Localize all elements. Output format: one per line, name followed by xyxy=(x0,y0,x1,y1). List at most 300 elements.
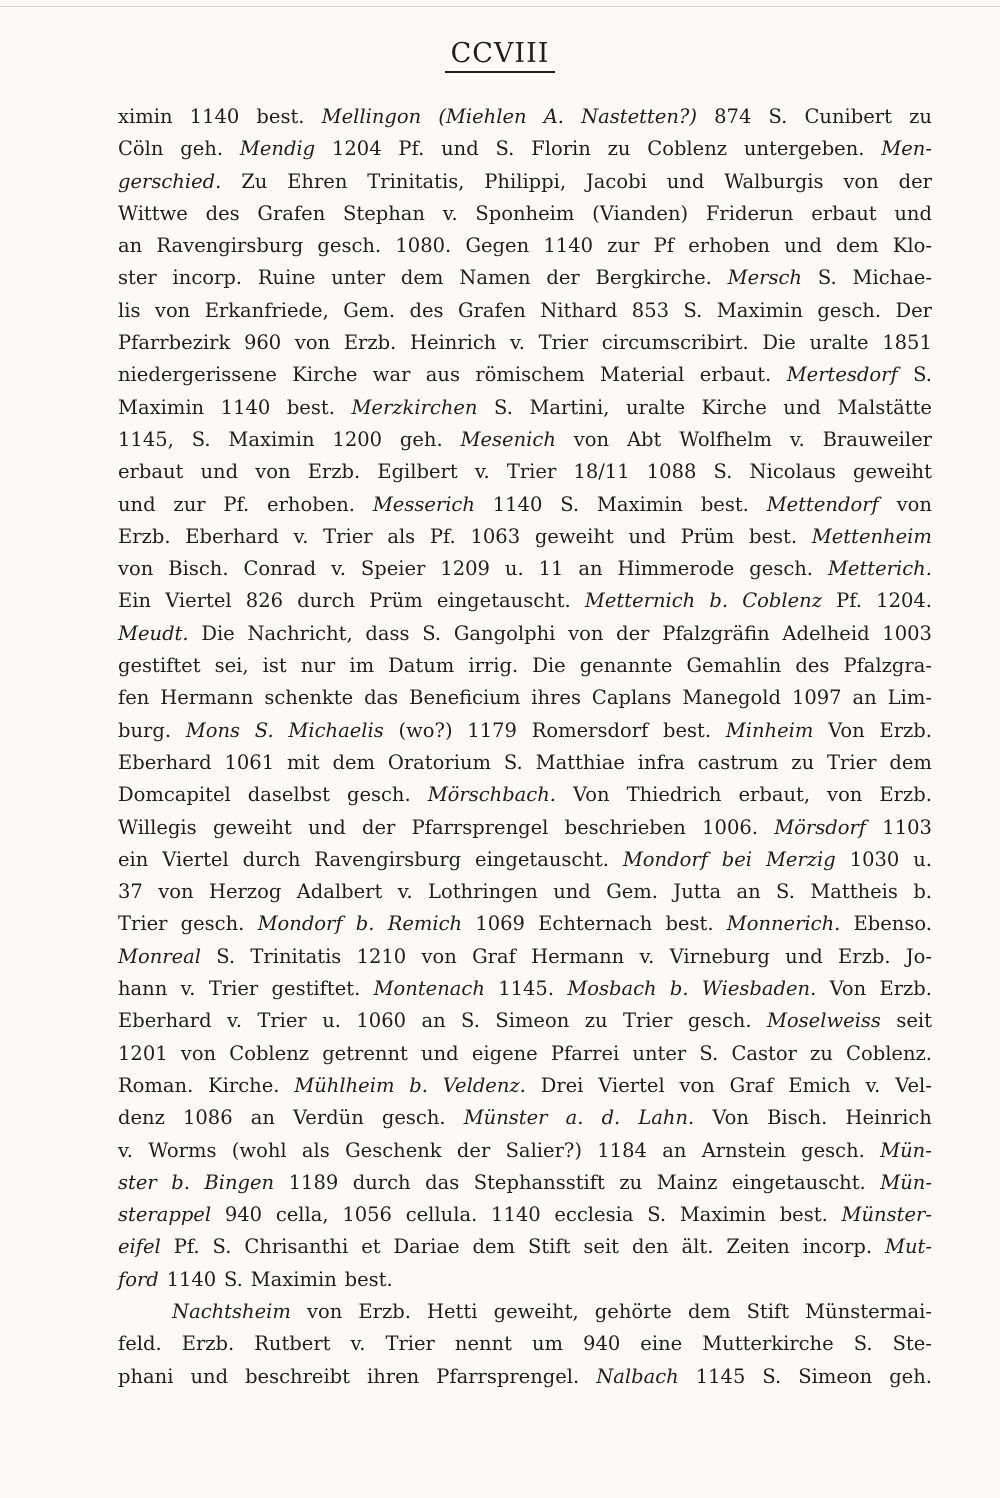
text-line xyxy=(118,1135,932,1167)
text-word: S. xyxy=(768,105,788,128)
text-word: erbaut, xyxy=(738,783,811,807)
place-name-word: Nalbach xyxy=(596,1364,679,1388)
text-word: römischem xyxy=(475,363,585,387)
text-word: 1080. xyxy=(395,234,452,258)
text-word: Himmerode xyxy=(617,557,735,581)
text-word: an xyxy=(736,880,761,904)
text-word: Pfarrbezirk xyxy=(118,331,231,355)
text-word: erhoben. xyxy=(267,492,355,516)
text-word: genannte xyxy=(579,654,673,678)
text-line xyxy=(118,295,932,327)
place-name-word: Monreal xyxy=(118,944,201,968)
place-name-word: Wiesbaden. xyxy=(701,977,817,1001)
text-word: 1145 xyxy=(695,1364,746,1388)
text-word: Hermann xyxy=(160,686,254,710)
text-word: eigene xyxy=(471,1041,538,1065)
text-word: 1030 xyxy=(849,847,900,871)
text-word: ster xyxy=(118,266,157,290)
text-word: nur xyxy=(300,654,336,678)
text-word: mit xyxy=(287,750,320,774)
text-word: 1140 xyxy=(189,105,240,128)
text-word: Namen xyxy=(459,266,531,290)
text-word: Die xyxy=(201,621,235,645)
text-line xyxy=(118,1070,932,1102)
place-name-word: Montenach xyxy=(373,977,485,1001)
text-line xyxy=(118,618,932,650)
text-word: Echternach xyxy=(538,912,653,936)
text-word: Gem. xyxy=(606,880,658,904)
text-word: an xyxy=(250,1106,275,1130)
text-word: Hermann xyxy=(531,944,625,968)
place-name-word: Nachtsheim xyxy=(172,1299,291,1323)
text-word: Simeon xyxy=(495,1009,570,1033)
place-name-word: Meudt. xyxy=(118,621,189,645)
text-line xyxy=(118,908,932,940)
place-name-word: Coblenz xyxy=(742,589,822,613)
text-word: best. xyxy=(662,718,712,742)
text-word: durch xyxy=(242,847,301,871)
text-word: lis xyxy=(118,298,141,322)
text-word: Martini, xyxy=(529,395,610,419)
text-word: v. xyxy=(331,557,346,581)
text-word: zur xyxy=(173,492,206,516)
text-word: Simeon xyxy=(798,1364,873,1388)
text-word: uralte xyxy=(809,331,869,355)
text-word: v. xyxy=(442,201,458,225)
text-word: S. xyxy=(216,944,236,968)
text-word: als xyxy=(301,1138,330,1162)
text-word: und xyxy=(628,524,667,548)
text-line xyxy=(118,1296,932,1328)
text-word: Von xyxy=(829,977,867,1001)
text-word: Jo- xyxy=(905,944,932,968)
text-word: das xyxy=(425,1170,460,1194)
text-word: zu xyxy=(584,1009,608,1033)
place-name-word: b. xyxy=(171,1170,190,1194)
place-name-word: gerschied. xyxy=(118,169,222,193)
place-name-word: Mons xyxy=(185,718,241,742)
text-word: ist xyxy=(262,654,287,678)
text-word: Heinrich xyxy=(409,331,497,355)
place-name-word: Mondorf xyxy=(622,847,708,871)
text-word: zu xyxy=(619,1170,643,1194)
text-word: S. xyxy=(224,1267,243,1291)
text-word: schenkte xyxy=(264,686,354,710)
text-word: Pfarrsprengel xyxy=(411,815,549,839)
place-name-word: Mosbach xyxy=(567,977,657,1001)
text-word: gestiftet xyxy=(118,654,201,678)
text-word: S. xyxy=(461,1009,480,1033)
text-word: und xyxy=(421,1041,459,1065)
place-name-word: Nastetten?) xyxy=(581,105,697,128)
text-word: 1063 xyxy=(470,524,521,548)
text-word: circumscribirt. xyxy=(601,331,749,355)
text-word: und xyxy=(894,201,932,225)
text-word: der xyxy=(546,266,580,290)
text-word: Gem. xyxy=(343,298,396,322)
text-word: best. xyxy=(344,1267,393,1291)
text-word: seit xyxy=(896,1009,932,1033)
text-word: geh. xyxy=(399,427,443,451)
place-name-word: A. xyxy=(543,105,564,128)
text-word: 1097 xyxy=(791,686,842,710)
text-line xyxy=(118,456,932,488)
text-word: Ravengirsburg xyxy=(156,234,304,258)
text-word: an xyxy=(662,1138,687,1162)
text-word: und xyxy=(441,137,479,161)
text-word: dass xyxy=(365,621,410,645)
text-word: Viertel xyxy=(162,847,229,871)
text-line xyxy=(118,327,932,359)
text-word: Nithard xyxy=(540,298,618,322)
text-word: (wohl xyxy=(231,1138,287,1162)
text-word: Adelheid xyxy=(782,621,870,645)
text-word: daselbst xyxy=(247,783,330,807)
place-name-word: Mörschbach. xyxy=(427,783,556,807)
text-word: von xyxy=(421,944,457,968)
text-line xyxy=(118,359,932,391)
text-word: best. xyxy=(779,1203,828,1227)
text-word: seit xyxy=(583,1235,620,1259)
place-name-word: Mün- xyxy=(880,1138,932,1162)
text-word: an xyxy=(118,234,143,258)
text-word: von xyxy=(827,783,863,807)
text-word: Münstermai- xyxy=(805,1299,932,1323)
text-word: geweiht xyxy=(534,524,614,548)
text-word: Pfarrei xyxy=(550,1041,620,1065)
text-line xyxy=(118,424,932,456)
text-word: von xyxy=(255,460,291,484)
text-word: Trier xyxy=(385,1332,435,1356)
place-name-word: Minheim xyxy=(725,718,814,742)
text-word: Bisch. xyxy=(767,1106,828,1130)
text-word: best. xyxy=(665,912,714,936)
text-word: Malstätte xyxy=(837,395,932,419)
text-word: incorp. xyxy=(172,266,243,290)
text-word: der xyxy=(456,1138,491,1162)
text-line xyxy=(118,1231,932,1263)
text-word: Gemahlin xyxy=(686,654,782,678)
place-name-word: Michaelis xyxy=(288,718,384,742)
text-word: geweiht, xyxy=(493,1299,579,1323)
text-word: Nachricht, xyxy=(247,621,353,645)
text-word: eingetauscht. xyxy=(731,1170,866,1194)
text-word: Prüm xyxy=(680,524,735,548)
page-header xyxy=(0,38,1000,73)
place-name-word: Moselweiss xyxy=(766,1009,881,1033)
text-word: eingetauscht. xyxy=(475,847,609,871)
text-word: Pf xyxy=(653,234,674,258)
text-word: S. xyxy=(560,492,580,516)
text-word: Zeiten xyxy=(726,1235,790,1259)
place-name-word: Men- xyxy=(881,137,932,161)
text-word: durch xyxy=(297,589,356,613)
text-word: 1103 xyxy=(882,815,932,839)
text-word: v. xyxy=(293,524,309,548)
text-word: 37 xyxy=(118,880,143,904)
text-word: ein xyxy=(118,847,149,871)
text-word: ximin xyxy=(118,105,173,128)
text-word: 960 xyxy=(243,331,282,355)
text-word: getrennt xyxy=(322,1041,408,1065)
text-line xyxy=(118,682,932,714)
place-name-word: Mondorf xyxy=(257,912,343,936)
text-word: von xyxy=(118,557,154,581)
text-word: dem xyxy=(836,234,879,258)
text-word: 1140 xyxy=(543,234,594,258)
text-word: S. xyxy=(683,298,703,322)
text-word: zu xyxy=(791,750,815,774)
text-word: der xyxy=(898,169,932,193)
text-line xyxy=(118,1328,932,1360)
text-word: Bergkirche. xyxy=(595,266,712,290)
place-name-word: Mühlheim xyxy=(294,1073,395,1097)
text-word: das xyxy=(364,686,399,710)
text-word: Coblenz xyxy=(229,1041,310,1065)
text-word: S. xyxy=(776,880,795,904)
text-word: 1204 xyxy=(331,137,382,161)
text-word: Stift xyxy=(746,1299,790,1323)
text-word: S. xyxy=(212,1235,232,1259)
text-word: Walburgis xyxy=(724,169,824,193)
text-word: Caplans xyxy=(591,686,672,710)
text-word: S. xyxy=(853,1332,873,1356)
text-line xyxy=(118,133,932,165)
text-word: Maximin xyxy=(716,298,803,322)
text-word: Die xyxy=(762,331,796,355)
text-line xyxy=(118,973,932,1005)
text-word: Erzb. xyxy=(181,1332,235,1356)
text-word: dem xyxy=(889,750,932,774)
text-word: et xyxy=(361,1235,381,1259)
text-word: geweiht xyxy=(853,460,932,484)
text-word: cella, xyxy=(275,1203,329,1227)
text-word: und xyxy=(118,492,156,516)
text-word: Erzb. xyxy=(343,331,397,355)
text-word: beschreibt xyxy=(245,1364,351,1388)
text-word: Beneficium xyxy=(409,686,521,710)
place-name-word: sterappel xyxy=(118,1203,212,1227)
text-word: (wo?) xyxy=(398,718,453,742)
text-word: Thiedrich xyxy=(626,783,722,807)
text-line xyxy=(118,553,932,585)
text-word: Die xyxy=(532,654,566,678)
text-word: Grafen xyxy=(257,201,326,225)
text-word: Worms xyxy=(148,1138,217,1162)
text-word: erbaut. xyxy=(699,363,772,387)
text-line xyxy=(118,1199,932,1231)
text-word: Graf xyxy=(472,944,516,968)
text-word: eine xyxy=(640,1332,683,1356)
text-word: Nicolaus xyxy=(749,460,836,484)
text-word: 1209 xyxy=(440,557,490,581)
text-word: 1086 xyxy=(182,1106,233,1130)
text-word: von xyxy=(896,492,932,516)
page-top-edge xyxy=(0,6,1000,7)
text-word: 1145, xyxy=(118,427,174,451)
text-word: Maximin xyxy=(679,1203,766,1227)
text-word: Stift xyxy=(527,1235,571,1259)
text-word: gestiftet. xyxy=(271,977,361,1001)
text-word: Lothringen xyxy=(428,880,538,904)
text-word: von xyxy=(573,427,610,451)
text-word: 940 xyxy=(224,1203,263,1227)
text-word: nennt xyxy=(454,1332,512,1356)
text-word: Stephansstift xyxy=(473,1170,605,1194)
page-number: CCVIII xyxy=(445,38,556,73)
text-word: 1061 xyxy=(224,750,275,774)
text-word: Manegold xyxy=(682,686,781,710)
text-word: Maximin xyxy=(596,492,683,516)
text-word: feld. xyxy=(118,1332,162,1356)
text-word: Coblenz. xyxy=(846,1041,932,1065)
text-word: von xyxy=(306,1299,343,1323)
text-word: an xyxy=(852,686,877,710)
text-word: 1145. xyxy=(498,977,555,1001)
text-line xyxy=(118,166,932,198)
text-word: von xyxy=(843,169,879,193)
text-word: Wittwe xyxy=(118,201,188,225)
place-name-word: Mertesdorf xyxy=(786,363,898,387)
text-word: Wolfhelm xyxy=(679,427,772,451)
text-word: 1006. xyxy=(702,815,758,839)
text-line xyxy=(118,1264,932,1296)
text-word: Gangolphi xyxy=(453,621,556,645)
text-word: u. xyxy=(322,1009,341,1033)
text-word: Viertel xyxy=(165,589,232,613)
text-word: Ebenso. xyxy=(853,912,932,936)
text-line xyxy=(118,1361,932,1393)
text-word: phani xyxy=(118,1364,174,1388)
text-word: Trinitatis xyxy=(250,944,342,968)
text-word: Viertel xyxy=(598,1073,665,1097)
text-word: 1851 xyxy=(882,331,932,355)
text-word: und xyxy=(308,815,346,839)
text-word: 1140 xyxy=(166,1267,217,1291)
text-word: v. xyxy=(227,1009,242,1033)
place-name-word: ford xyxy=(118,1267,159,1291)
text-word: irrig. xyxy=(468,654,519,678)
text-line xyxy=(118,489,932,521)
text-word: Mainz xyxy=(656,1170,718,1194)
text-word: Graf xyxy=(729,1073,774,1097)
place-name-word: Mersch xyxy=(727,266,802,290)
place-name-word: b. xyxy=(355,912,375,936)
text-word: hann xyxy=(118,977,168,1001)
text-word: dem xyxy=(472,1235,515,1259)
place-name-word: Mettendorf xyxy=(766,492,879,516)
place-name-word: d. xyxy=(601,1106,621,1130)
text-word: Cunibert xyxy=(804,105,892,128)
text-word: 1210 xyxy=(356,944,407,968)
text-word: 1088 xyxy=(646,460,697,484)
text-word: geh. xyxy=(889,1364,932,1388)
text-word: von xyxy=(154,298,191,322)
text-word: Von xyxy=(712,1106,749,1130)
text-word: S. xyxy=(647,1203,667,1227)
text-word: Erzb. xyxy=(879,977,932,1001)
text-word: v. xyxy=(510,331,525,355)
text-word: S. xyxy=(762,1364,782,1388)
text-word: Friderun xyxy=(705,201,794,225)
text-word: und xyxy=(783,395,821,419)
text-word: Stephan xyxy=(343,201,425,225)
body-text xyxy=(118,101,932,1393)
text-word: cellula. xyxy=(405,1203,478,1227)
text-word: Grafen xyxy=(457,298,526,322)
text-word: Salier?) xyxy=(505,1138,582,1162)
text-line xyxy=(118,941,932,973)
text-word: von xyxy=(679,1073,715,1097)
place-name-word: Lahn. xyxy=(638,1106,695,1130)
text-word: war xyxy=(372,363,411,387)
text-line xyxy=(118,779,932,811)
text-word: S. xyxy=(494,395,513,419)
text-word: erhoben xyxy=(688,234,770,258)
text-word: Pfalzgra- xyxy=(843,654,932,678)
text-word: Coblenz xyxy=(647,137,728,161)
text-word: der xyxy=(616,621,650,645)
text-word: ihren xyxy=(367,1364,420,1388)
text-word: 1184 xyxy=(597,1138,647,1162)
place-name-word: Veldenz. xyxy=(442,1073,526,1097)
text-word: Jutta xyxy=(673,880,722,904)
text-word: Chrisanthi xyxy=(244,1235,349,1259)
text-word: von xyxy=(294,331,331,355)
text-word: Mattheis xyxy=(810,880,898,904)
text-word: an xyxy=(421,1009,446,1033)
text-word: Zu xyxy=(241,169,268,193)
text-word: Abt xyxy=(626,427,662,451)
text-word: durch xyxy=(352,1170,411,1194)
text-word: 853 xyxy=(631,298,670,322)
text-word: Willegis xyxy=(118,815,197,839)
place-name-word: Bingen xyxy=(204,1170,275,1194)
text-line xyxy=(118,262,932,294)
text-word: v. xyxy=(118,1138,133,1162)
text-word: und xyxy=(784,234,822,258)
text-word: Pf. xyxy=(398,137,425,161)
text-word: Jacobi xyxy=(585,169,647,193)
text-word: Erkanfriede, xyxy=(204,298,329,322)
text-word: S. xyxy=(913,363,932,387)
text-word: ecclesia xyxy=(554,1203,634,1227)
text-word: Lim- xyxy=(887,686,932,710)
text-word: Conrad xyxy=(243,557,317,581)
text-word: geh. xyxy=(180,137,224,161)
text-word: Kirche xyxy=(292,363,358,387)
text-word: v. xyxy=(350,1332,366,1356)
text-word: Pf. xyxy=(173,1235,200,1259)
text-line xyxy=(118,521,932,553)
text-word: Vel- xyxy=(895,1073,932,1097)
place-name-word: (Miehlen xyxy=(438,105,527,128)
text-word: Gegen xyxy=(465,234,530,258)
text-line xyxy=(118,585,932,617)
text-word: gesch. xyxy=(381,1106,446,1130)
text-word: Erzb. xyxy=(879,783,932,807)
text-word: des xyxy=(205,201,240,225)
text-word: den xyxy=(631,1235,669,1259)
text-word: 1056 xyxy=(342,1203,392,1227)
text-word: Virneburg xyxy=(669,944,770,968)
text-word: Speier xyxy=(360,557,426,581)
text-word: dem xyxy=(400,266,444,290)
text-word: Eberhard xyxy=(185,524,279,548)
text-word: und xyxy=(190,1364,229,1388)
place-name-word: Metterich. xyxy=(827,557,932,581)
text-word: dem xyxy=(332,750,375,774)
